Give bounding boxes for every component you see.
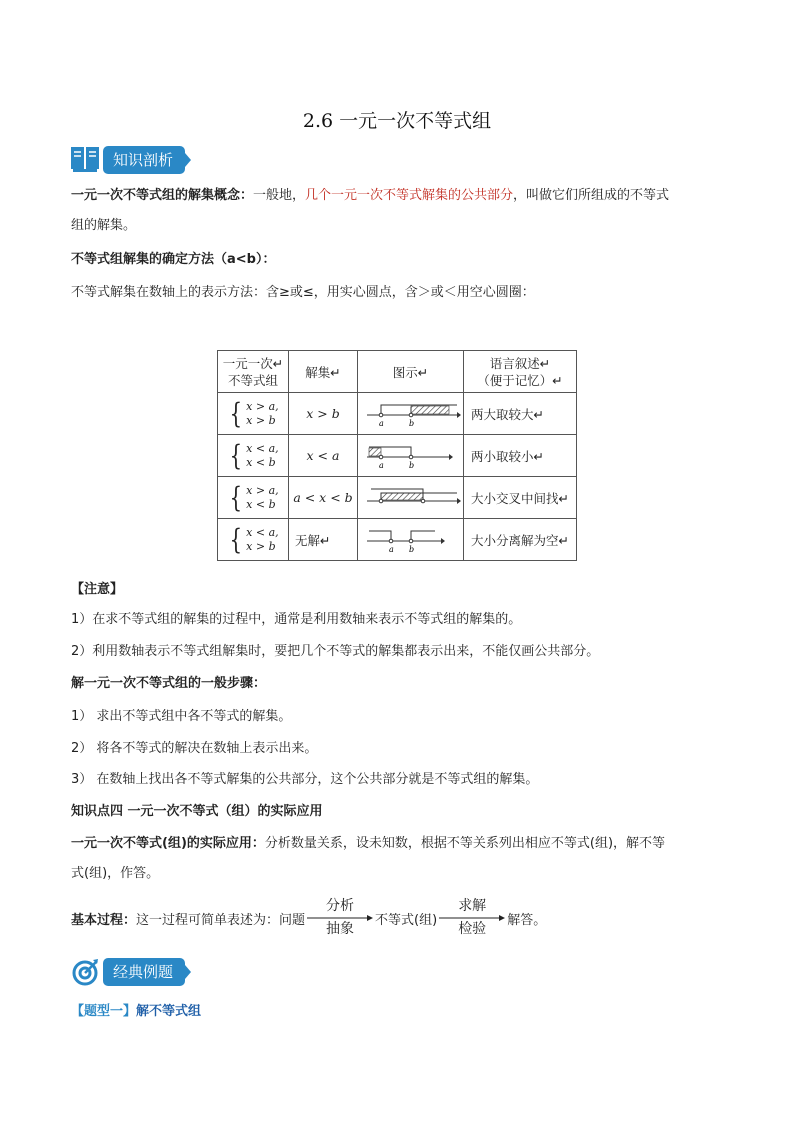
system-cell: { x > a, x < b (218, 477, 289, 519)
solution-cell: x < a (289, 435, 358, 477)
set-a-bracket (369, 531, 391, 541)
concept-paragraph: 一元一次不等式组的解集概念：一般地，几个一元一次不等式解集的公共部分，叫做它们所组成的不等式 (71, 188, 670, 203)
header-system: 一元一次↵ 不等式组 (218, 351, 289, 393)
label-a: a (378, 461, 384, 470)
step-item: 1） 求出不等式组中各不等式的解集。 (71, 709, 292, 724)
label-a: a (378, 419, 384, 428)
arrow-analyze: 分析 抽象 (307, 898, 373, 938)
axis-arrow (457, 498, 461, 504)
axis-arrow (457, 412, 461, 418)
point-b (421, 499, 425, 503)
solution-cell: x > b (289, 393, 358, 435)
examples-badge (71, 958, 185, 986)
header-solution: 解集↵ (289, 351, 358, 393)
notes-title: 【注意】 (71, 582, 124, 597)
solution-cell: a < x < b (289, 477, 358, 519)
label-b: b (408, 419, 414, 428)
application-paragraph: 一元一次不等式(组)的实际应用：分析数量关系，设未知数，根据不等关系列出相应不等式(组)，解不等 (71, 836, 666, 851)
application-paragraph-cont: 式(组)，作答。 (71, 866, 160, 881)
number-line-diagram (361, 437, 461, 471)
arrow-solve: 求解 检验 (439, 898, 505, 938)
point-b (409, 455, 413, 459)
steps-title: 解一元一次不等式组的一般步骤： (71, 676, 267, 691)
point-a (389, 539, 393, 543)
mnemonic-cell: 两小取较小↵ (464, 435, 577, 477)
system-cell: { x < a, x > b (218, 519, 289, 561)
mnemonic-cell: 两大取较大↵ (464, 393, 577, 435)
number-line-rule: 不等式解集在数轴上的表示方法：含≥或≤，用实心圆点，含＞或＜用空心圆圈： (71, 285, 535, 300)
label-b: b (408, 461, 414, 470)
solution-table (217, 350, 577, 561)
step-item: 2） 将各不等式的解决在数轴上表示出来。 (71, 741, 318, 756)
table-header-row (218, 351, 577, 393)
point-a (379, 499, 383, 503)
point4-title: 知识点四 一元一次不等式（组）的实际应用 (71, 804, 323, 819)
axis-arrow (449, 454, 453, 460)
point-a (379, 455, 383, 459)
step-item: 3） 在数轴上找出各不等式解集的公共部分，这个公共部分就是不等式组的解集。 (71, 772, 539, 787)
table-row (218, 393, 577, 435)
target-icon (71, 958, 99, 986)
shaded-solution (411, 406, 449, 414)
table-row (218, 477, 577, 519)
page-title: 2.6 一元一次不等式组 (302, 110, 492, 132)
header-diagram: 图示↵ (358, 351, 464, 393)
system-cell: { x > a, x > b (218, 393, 289, 435)
table-row (218, 435, 577, 477)
system-cell: { x < a, x < b (218, 435, 289, 477)
axis-arrow (441, 538, 445, 544)
shaded-solution (381, 493, 423, 500)
examples-label: 经典例题 (103, 958, 185, 986)
number-line-diagram (361, 521, 461, 555)
label-a: a (388, 545, 394, 554)
mnemonic-cell: 大小交叉中间找↵ (464, 477, 577, 519)
number-line-diagram (361, 395, 461, 429)
table-row (218, 519, 577, 561)
mnemonic-cell: 大小分离解为空↵ (464, 519, 577, 561)
diagram-cell (358, 435, 464, 477)
concept-paragraph-cont: 组的解集。 (71, 218, 137, 233)
knowledge-label: 知识剖析 (103, 146, 185, 174)
method-title: 不等式组解集的确定方法（a<b）： (71, 252, 276, 267)
process-line: 基本过程： 这一过程可简单表述为：问题 分析 抽象 不等式(组) 求解 检验 解答。 (71, 898, 547, 937)
solution-cell: 无解↵ (289, 519, 358, 561)
point-b (409, 413, 413, 417)
type1-heading: 【题型一】解不等式组 (71, 1004, 202, 1019)
label-b: b (408, 545, 414, 554)
book-icon (71, 147, 99, 173)
point-b (409, 539, 413, 543)
number-line-diagram (361, 479, 461, 513)
point-a (379, 413, 383, 417)
note-item: 2）利用数轴表示不等式组解集时，要把几个不等式的解集都表示出来，不能仅画公共部分。 (71, 644, 600, 659)
note-item: 1）在求不等式组的解集的过程中，通常是利用数轴来表示不等式组的解集的。 (71, 612, 522, 627)
diagram-cell (358, 477, 464, 519)
knowledge-badge (71, 146, 185, 174)
shaded-solution (369, 448, 381, 456)
diagram-cell (358, 393, 464, 435)
diagram-cell (358, 519, 464, 561)
header-mnemonic: 语言叙述↵ （便于记忆）↵ (464, 351, 577, 393)
set-b-bracket (411, 531, 435, 541)
